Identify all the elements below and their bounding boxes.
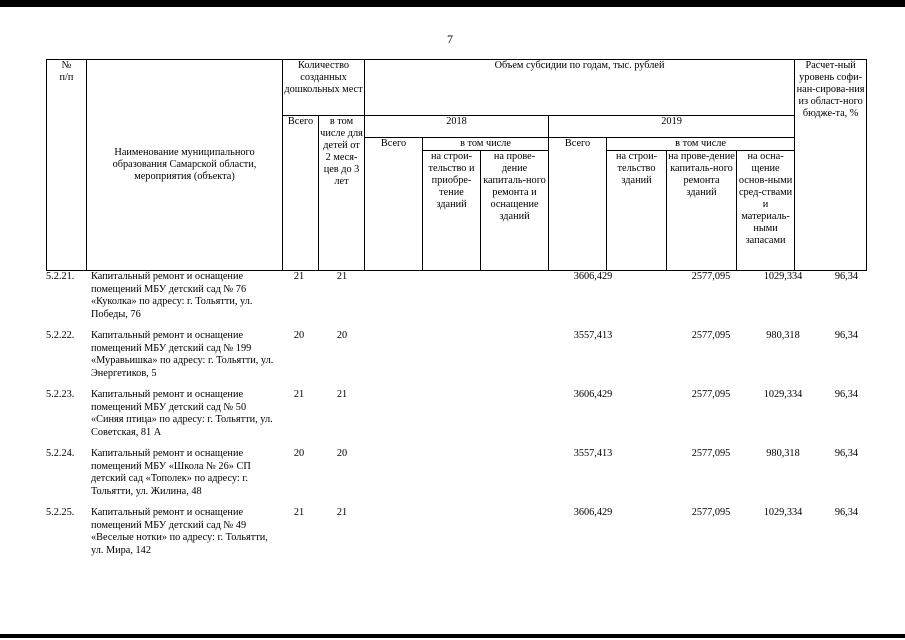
top-border-bar [0,0,905,7]
table-row [46,448,866,507]
header-build-2018: на строи-тельство и приобре-тение зданий [423,151,481,271]
row-number: 5.2.22. [46,330,75,341]
row-name: Капитальный ремонт и оснащение помещений МБУ детский сад № 76 «Куколка» по адресу: г. Тольятти, ул. Победы, 76 [91,271,253,320]
header-name: Наименование муниципального образования Самарской области, мероприятия (объекта) [87,60,283,271]
row-name: Капитальный ремонт и оснащение помещений МБУ детский сад № 199 «Муравьишка» по адресу: г. Тольятти, ул. Энергетиков, 5 [91,330,274,379]
row-number: 5.2.23. [46,389,75,400]
header-repair-2018: на прове-дение капиталь-ного ремонта и оснащение зданий [481,151,549,271]
row-level: 96,34 [834,389,858,400]
row-places-total: 21 [293,271,305,282]
row-total-2019: 3557,413 [573,330,613,341]
row-level: 96,34 [834,507,858,518]
bottom-border-bar [0,634,905,638]
header-repair-2019: на прове-дение капиталь-ного ремонта зданий [667,151,737,271]
header-incl-2018: в том числе [423,138,549,151]
row-places-kids: 20 [336,330,348,341]
table-body [46,271,866,566]
row-repair-2019: 2577,095 [691,448,731,459]
row-level: 96,34 [834,448,858,459]
row-places-kids: 20 [336,448,348,459]
row-places-kids: 21 [336,389,348,400]
header-incl-2019: в том числе [607,138,795,151]
header-places-kids: в том числе для детей от 2 меся-цев до 3 лет [319,116,365,271]
row-name: Капитальный ремонт и оснащение помещений МБУ детский сад № 49 «Веселые нотки» по адресу: г. Тольятти, ул. Мира, 142 [91,507,268,556]
row-places-total: 20 [293,330,305,341]
table-row [46,389,866,448]
header-year-2019: 2019 [549,116,795,138]
row-number: 5.2.24. [46,448,75,459]
row-places-total: 20 [293,448,305,459]
row-repair-2019: 2577,095 [691,389,731,400]
row-level: 96,34 [834,330,858,341]
table-row [46,271,866,330]
row-equip-2019: 1029,334 [763,507,803,518]
header-build-2019: на строи-тельство зданий [607,151,667,271]
row-name: Капитальный ремонт и оснащение помещений МБУ детский сад № 50 «Синяя птица» по адресу: г. Тольятти, ул. Советская, 81 А [91,389,273,438]
table-header [46,59,867,271]
row-repair-2019: 2577,095 [691,330,731,341]
row-equip-2019: 1029,334 [763,271,803,282]
row-places-total: 21 [293,389,305,400]
row-number: 5.2.25. [46,507,75,518]
header-total-2018: Всего [365,138,423,271]
header-num: № п/п [47,60,87,271]
table-row [46,330,866,389]
row-total-2019: 3606,429 [573,389,613,400]
row-equip-2019: 1029,334 [763,389,803,400]
row-repair-2019: 2577,095 [691,271,731,282]
header-places: Количество созданных дошкольных мест [283,60,365,116]
header-level: Расчет-ный уровень софи-нан-сирова-ния из област-ного бюдже-та, % [795,60,867,271]
table-row [46,507,866,566]
row-total-2019: 3606,429 [573,507,613,518]
row-number: 5.2.21. [46,271,75,282]
header-equip-2019: на осна-щение основ-ными сред-ствами и материаль-ными запасами [737,151,795,271]
header-total-2019: Всего [549,138,607,271]
row-level: 96,34 [834,271,858,282]
row-equip-2019: 980,318 [766,448,800,459]
row-places-total: 21 [293,507,305,518]
row-places-kids: 21 [336,507,348,518]
row-equip-2019: 980,318 [766,330,800,341]
row-total-2019: 3557,413 [573,448,613,459]
header-subsidy: Объем субсидии по годам, тыс. рублей [365,60,795,116]
row-places-kids: 21 [336,271,348,282]
header-year-2018: 2018 [365,116,549,138]
row-total-2019: 3606,429 [573,271,613,282]
page-number: 7 [447,32,453,46]
row-name: Капитальный ремонт и оснащение помещений МБУ «Школа № 26» СП детский сад «Тополек» по адресу: г. Тольятти, ул. Жилина, 48 [91,448,251,497]
row-repair-2019: 2577,095 [691,507,731,518]
header-places-total: Всего [283,116,319,271]
